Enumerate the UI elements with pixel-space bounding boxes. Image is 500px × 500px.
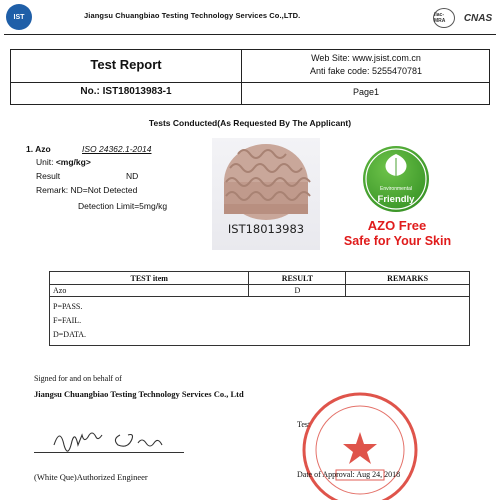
cnas-logo: CNAS bbox=[463, 12, 493, 24]
tests-conducted-title: Tests Conducted(As Requested By The Applicant) bbox=[148, 118, 352, 128]
detection-limit: Detection Limit=5mg/kg bbox=[78, 201, 168, 211]
web-site: Web Site: www.jsist.com.cn bbox=[311, 53, 421, 63]
signed-for-text: Signed for and on behalf of bbox=[34, 374, 122, 383]
badge-friendly: Friendly bbox=[377, 194, 415, 205]
report-number: No.: IST18013983-1 bbox=[80, 86, 172, 97]
handwritten-signature bbox=[50, 425, 180, 455]
cell-result: D bbox=[249, 285, 346, 297]
unit-line bbox=[36, 157, 91, 167]
product-photo bbox=[212, 138, 320, 250]
badge-environmental: Environmental bbox=[380, 186, 412, 192]
note-data: D=DATA. bbox=[53, 330, 86, 339]
azo-free-text: AZO Free bbox=[367, 218, 427, 233]
authorized-engineer: (White Que)Authorized Engineer bbox=[34, 472, 148, 482]
result-value: ND bbox=[126, 171, 139, 181]
table-row bbox=[50, 285, 470, 297]
ilac-mra-logo: ilac-MRA bbox=[433, 8, 455, 28]
ist-logo: IST bbox=[6, 4, 32, 30]
safe-for-skin-text: Safe for Your Skin bbox=[343, 234, 452, 248]
report-info-box bbox=[10, 49, 490, 105]
cell-item: Azo bbox=[50, 285, 249, 297]
box-horizontal-divider bbox=[11, 82, 489, 83]
unit-label: Unit: bbox=[36, 157, 56, 167]
cell-remarks bbox=[346, 285, 470, 297]
azo-heading: 1. Azo bbox=[26, 144, 51, 154]
test-label: Test bbox=[297, 420, 311, 429]
signing-company: Jiangsu Chuangbiao Testing Technology Services Co., Ltd bbox=[34, 389, 244, 399]
results-table bbox=[49, 271, 470, 346]
anti-fake-code: Anti fake code: 5255470781 bbox=[309, 66, 423, 76]
col-header-test-item: TEST item bbox=[50, 272, 249, 285]
approval-date: Date of Approval: Aug 24, 2018 bbox=[297, 470, 401, 479]
report-title: Test Report bbox=[90, 57, 162, 72]
official-stamp bbox=[300, 390, 420, 500]
result-label: Result bbox=[36, 171, 61, 181]
page-number: Page1 bbox=[352, 87, 380, 97]
note-pass: P=PASS. bbox=[53, 302, 83, 311]
header-divider bbox=[4, 34, 496, 35]
table-notes-row bbox=[50, 297, 470, 346]
iso-standard: ISO 24362.1-2014 bbox=[82, 144, 152, 154]
photo-label: IST18013983 bbox=[227, 222, 305, 236]
signature-line bbox=[34, 452, 184, 453]
remark-text: Remark: ND=Not Detected bbox=[36, 185, 138, 195]
col-header-remarks: REMARKS bbox=[346, 272, 470, 285]
col-header-result: RESULT bbox=[249, 272, 346, 285]
company-header: Jiangsu Chuangbiao Testing Technology Services Co.,LTD. bbox=[84, 11, 301, 20]
notes-cell bbox=[50, 297, 470, 346]
unit-value: <mg/kg> bbox=[55, 157, 91, 167]
note-fail: F=FAIL. bbox=[53, 316, 82, 325]
box-vertical-divider bbox=[241, 50, 242, 104]
table-header-row bbox=[50, 272, 470, 285]
